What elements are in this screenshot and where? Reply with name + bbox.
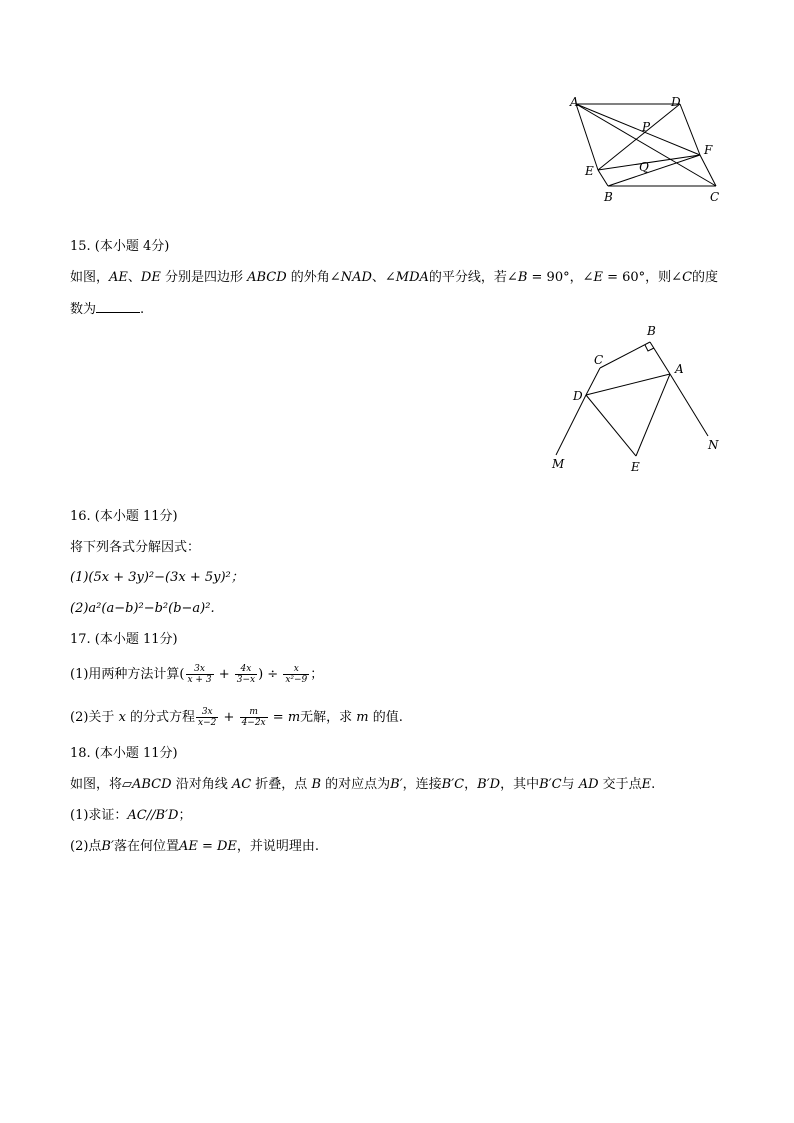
label-D: D [671,95,681,109]
q16-header: 16. (本小题 11分) [70,509,178,524]
label-A: A [675,362,684,376]
q18-text-line1 [70,776,655,794]
fraction [240,707,268,728]
q18-header: 18. (本小题 11分) [70,746,178,761]
var-ad: AD [578,777,599,792]
denominator: x²−9 [285,675,308,685]
q17-part1 [70,664,323,685]
q15-text: 如图， [70,270,110,285]
q15-text: . [140,302,145,317]
q17-part2 [70,707,403,728]
denominator: x−2 [198,718,217,728]
q18-text: 交于点 [598,777,642,792]
var-bprime-c: B′C [441,777,465,792]
label-M: M [552,457,565,471]
q16-intro: 将下列各式分解因式： [70,540,201,555]
label-C: C [710,190,720,204]
expression: AE = DE [178,839,237,854]
q15-text: 、 [127,270,141,285]
operator: + [214,667,234,682]
q15-text: 的度 [692,270,719,285]
var-bprime-c: B′C [539,777,562,792]
label-B: B [647,324,656,338]
q18-text: (2)点 [70,839,102,854]
denominator: 3−x [236,675,256,685]
fraction [283,664,309,685]
var-abcd: ABCD [132,777,172,792]
var-abcd: ABCD [247,270,287,285]
numerator: m [240,707,268,718]
var-bprime-d: B′D [477,777,501,792]
label-B: B [604,190,613,204]
operator: + [219,710,239,725]
operator: = [268,710,288,725]
fraction [235,664,257,685]
q18-text: ，并说明理由. [236,839,320,854]
label-E: E [585,164,594,178]
q17-text: 无解，求 [300,710,357,725]
q18-text: ； [178,808,192,823]
var-b: B [311,777,321,792]
q15-header: 15. (本小题 4分) [70,239,170,254]
q15-text: 的平分线，若∠ [428,270,518,285]
q15-text: = 60°，则∠ [602,270,683,285]
label-Q: Q [639,160,649,174]
var-bprime: B′ [390,777,403,792]
fraction [196,707,218,728]
q17-text: ； [310,667,324,682]
q15-text-line2 [70,300,144,319]
q15-text: 数为 [70,302,97,317]
numerator: 3x [186,664,214,675]
parallelogram-figure [560,90,740,210]
var-nad: NAD [340,270,372,285]
var-mda: MDA [395,270,429,285]
q15-text-line1 [70,269,718,287]
var-m: m [356,710,369,725]
q17-header: 17. (本小题 11分) [70,632,178,647]
q17-text: (2)关于 [70,710,119,725]
q18-text: ，连接 [402,777,442,792]
q18-text: 落在何位置 [113,839,179,854]
var-b: B [517,270,528,285]
expression: AC//B′D [127,808,179,823]
var-ac: AC [231,777,252,792]
q18-text: . [651,777,656,792]
numerator: 4x [235,664,257,675]
numerator: 3x [196,707,218,718]
q18-text: 沿对角线 [171,777,232,792]
q15-text: 、∠ [371,270,396,285]
denominator: 4−2x [241,718,266,728]
q17-text: 的分式方程 [125,710,196,725]
label-N: N [708,438,719,452]
var-bprime: B′ [101,839,114,854]
q15-text: 的外角∠ [286,270,341,285]
fraction [186,664,214,685]
q18-text: 折叠，点 [251,777,312,792]
q18-text: (1)求证： [70,808,128,823]
var-e: E [593,270,603,285]
numerator: x [283,664,309,675]
q15-text: 分别是四边形 [160,270,248,285]
q16-part2: (2)a²(a−b)²−b²(b−a)². [70,601,215,616]
q15-text: = 90°，∠ [527,270,594,285]
q17-text: (1)用两种方法计算( [70,667,185,682]
q18-text: 与 [561,777,579,792]
label-C: C [594,353,604,367]
label-A: A [570,95,579,109]
var-c: C [682,270,693,285]
label-F: F [704,143,713,157]
answer-blank [96,300,140,313]
quadrilateral-figure [540,318,740,478]
q18-part2 [70,838,319,856]
q17-text: 的值. [368,710,403,725]
var-m: m [287,710,301,725]
label-D: D [573,389,583,403]
denominator: x + 3 [187,675,212,685]
var-e: E [641,777,652,792]
q18-part1 [70,807,191,825]
label-P: P [642,120,651,134]
var-x: x [118,710,126,725]
q18-text: 如图，将▱ [70,777,132,792]
var-ae: AE [109,270,128,285]
q18-text: ， [464,777,478,792]
q18-text: ，其中 [500,777,540,792]
label-E: E [631,460,640,474]
q16-part1: (1)(5x + 3y)²−(3x + 5y)²； [70,570,244,585]
var-de: DE [140,270,161,285]
q18-text: 的对应点为 [321,777,391,792]
operator: ) ÷ [258,667,283,682]
